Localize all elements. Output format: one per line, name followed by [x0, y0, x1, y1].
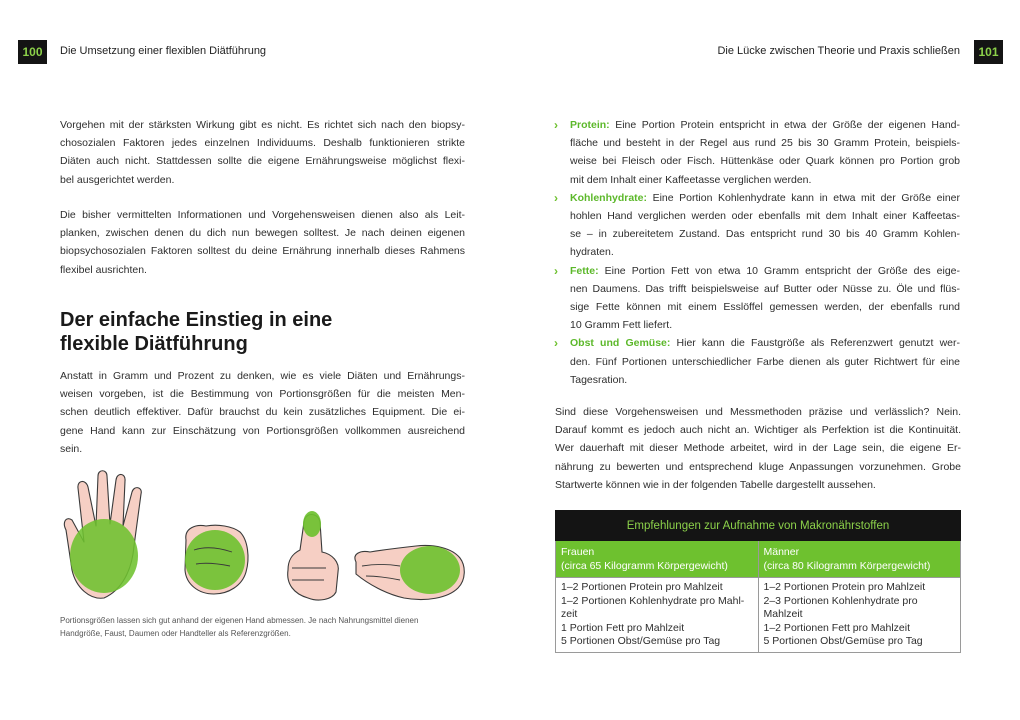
text-line: gene Hand kann zur Einschätzung von Portionsgrößen vollkommen ausreichend: [60, 424, 465, 437]
paragraph-2: [60, 206, 465, 279]
cell-line: 1–2 Portionen Protein pro Mahlzeit: [561, 581, 723, 593]
bullet-text: Hier kann die Faustgröße als Referenzwert genutzt wer-: [670, 337, 960, 350]
thumb-icon: [288, 511, 339, 600]
table-cell-men: [758, 578, 961, 653]
cell-line: 5 Portionen Obst/Gemüse pro Tag: [561, 635, 721, 648]
bullet-text: weise bei Fleisch oder Fisch. Hüttenkäse oder Quark können pro Portion grob: [570, 155, 960, 168]
text-line: Wer dauerhaft mit dieser Methode arbeitet, wird in der Lage sein, die eigene Er-: [555, 442, 961, 455]
caption-line: Handgröße, Faust, Daumen oder Handteller als Referenzgrößen.: [60, 628, 291, 638]
heading-line: flexible Diätführung: [60, 333, 248, 355]
chevron-right-icon: ›: [554, 118, 558, 132]
chevron-right-icon: ›: [554, 336, 558, 351]
text-line: bel ausgerichtet werden.: [60, 173, 175, 186]
bullet-text: Tagesration.: [570, 373, 628, 386]
text-line: Diäten auch nicht. Stattdessen sollte die eigene Ernährungsweise möglichst flexi-: [60, 155, 465, 168]
text-line: Startwerte können wie in der folgenden Tabelle dargestellt aussehen.: [555, 478, 876, 491]
bullet-protein: [554, 116, 960, 189]
text-line: chosozialen Faktoren jedes einzelnen Individuums. Deshalb funktionieren strikte: [60, 137, 465, 150]
column-header-women: [556, 541, 759, 578]
cell-line: 1 Portion Fett pro Mahlzeit: [561, 621, 685, 634]
bullet-text: Eine Portion Fett von etwa 10 Gramm entspricht der Größe des eige-: [598, 264, 960, 277]
bullet-text: Eine Portion Kohlenhydrate kann in etwa mit der Größe einer: [647, 191, 960, 204]
bullet-text: den. Fünf Portionen unterschiedlicher Farbe dienen als guter Richtwert für eine: [570, 355, 960, 368]
caption-line: Portionsgrößen lassen sich gut anhand der eigenen Hand abmessen. Je nach Nahrungsmittel dienen: [60, 616, 419, 625]
text-line: Anstatt in Gramm und Prozent zu denken, wie es viele Diäten und Ernährungs-: [60, 370, 465, 382]
table-cell-women: [556, 578, 759, 653]
table-title: Empfehlungen zur Aufnahme von Makronährstoffen: [556, 511, 961, 541]
text-line: Vorgehen mit der stärksten Wirkung gibt es nicht. Es richtet sich nach den biopsy-: [60, 119, 465, 131]
bullet-fruit-vegetables: [554, 334, 960, 389]
paragraph-1: [60, 116, 465, 189]
bullet-text: hohlen Hand verglichen werden oder ebenfalls mit dem Inhalt einer Kaffeetas-: [570, 210, 960, 223]
text-line: Sind diese Vorgehensweisen und Messmethoden präzise und verlässlich? Nein.: [555, 406, 961, 418]
page-number-left: 100: [18, 40, 47, 64]
chevron-right-icon: ›: [554, 190, 558, 205]
cell-line: 2–3 Portionen Kohlenhydrate pro: [763, 594, 918, 607]
text-line: Darauf kommt es jedoch auch nicht an. Wichtiger als Perfektion ist die Kontinuität.: [555, 424, 961, 437]
page-number-right: 101: [974, 40, 1003, 64]
fist-icon: [185, 525, 248, 594]
text-line: nährung zu bewerten und entsprechend kluge Anpassungen vorzunehmen. Grobe: [555, 460, 961, 473]
cell-line: 5 Portionen Obst/Gemüse pro Tag: [763, 635, 923, 648]
macronutrient-table: [555, 510, 961, 653]
cupped-hand-icon: [355, 546, 464, 600]
text-line: weisen vorgeben, ist die Bestimmung von Portionsgrößen für die meisten Men-: [60, 388, 465, 401]
cell-line: 1–2 Portionen Fett pro Mahlzeit: [763, 621, 910, 634]
image-caption: [60, 615, 418, 640]
bullet-term: Protein:: [570, 119, 610, 131]
bullet-text: hydraten.: [570, 246, 614, 259]
header-line: (circa 65 Kilogramm Körpergewicht): [561, 560, 728, 572]
column-header-men: [758, 541, 961, 578]
bullet-text: Eine Portion Protein entspricht in etwa der Größe der eigenen Hand-: [609, 119, 960, 131]
cell-line: 1–2 Portionen Kohlenhydrate pro Mahl-: [561, 594, 745, 607]
bullet-fats: [554, 262, 960, 335]
bullet-text: 10 Gramm Fett liefert.: [570, 319, 673, 332]
text-line: schen deutlich effektiver. Dafür brauchst du kein zusätzliches Equipment. Die ei-: [60, 406, 465, 419]
text-line: planken, zwischen denen du dich nun bewegen solltest. Je nach deinen eigenen: [60, 227, 465, 240]
header-line: Männer: [763, 546, 800, 558]
running-header-right: Die Lücke zwischen Theorie und Praxis schließen: [717, 45, 960, 57]
paragraph-3: [60, 367, 465, 458]
text-line: biopsychosozialen Faktoren solltest du deine Ernährung innerhalb dieses Rahmens: [60, 245, 465, 258]
header-line: (circa 80 Kilogramm Körpergewicht): [763, 560, 931, 572]
bullet-carbohydrates: [554, 189, 960, 262]
running-header-left: Die Umsetzung einer flexiblen Diätführung: [60, 45, 267, 57]
bullet-term: Fette:: [570, 264, 599, 277]
bullet-text: mit dem Inhalt einer Kaffeetasse verglichen werden.: [570, 173, 812, 186]
cell-line: 1–2 Portionen Protein pro Mahlzeit: [763, 581, 926, 593]
chevron-right-icon: ›: [554, 263, 558, 278]
cell-line: zeit: [561, 608, 578, 621]
portion-bullet-list: [554, 116, 960, 389]
text-line: sein.: [60, 442, 83, 455]
bullet-text: se – in zubereitetem Zustand. Das entspricht rund 30 bis 40 Gramm Kohlen-: [570, 228, 960, 241]
heading-line: Der einfache Einstieg in eine: [60, 309, 333, 331]
section-heading: [60, 308, 332, 356]
bullet-text: nen Daumens. Das trifft beispielsweise auf Butter oder Nüsse zu. Öle und flüs-: [570, 282, 960, 295]
text-line: flexibel ausrichten.: [60, 263, 147, 276]
bullet-text: fläche und besteht in der Regel aus rund 25 bis 30 Gramm Protein, beispiels-: [570, 137, 960, 150]
bullet-text: sige Fette können mit einem Esslöffel gemessen werden, der ebenfalls rund: [570, 301, 960, 314]
paragraph-4: [555, 403, 961, 494]
bullet-term: Kohlenhydrate:: [570, 191, 648, 204]
bullet-term: Obst und Gemüse:: [570, 337, 671, 350]
text-line: Die bisher vermittelten Informationen und Vorgehensweisen dienen also als Leit-: [60, 209, 465, 221]
cell-line: Mahlzeit: [763, 608, 803, 621]
header-line: Frauen: [561, 546, 595, 558]
hand-portion-illustration: [56, 466, 470, 608]
open-hand-palm-icon: [64, 471, 141, 598]
